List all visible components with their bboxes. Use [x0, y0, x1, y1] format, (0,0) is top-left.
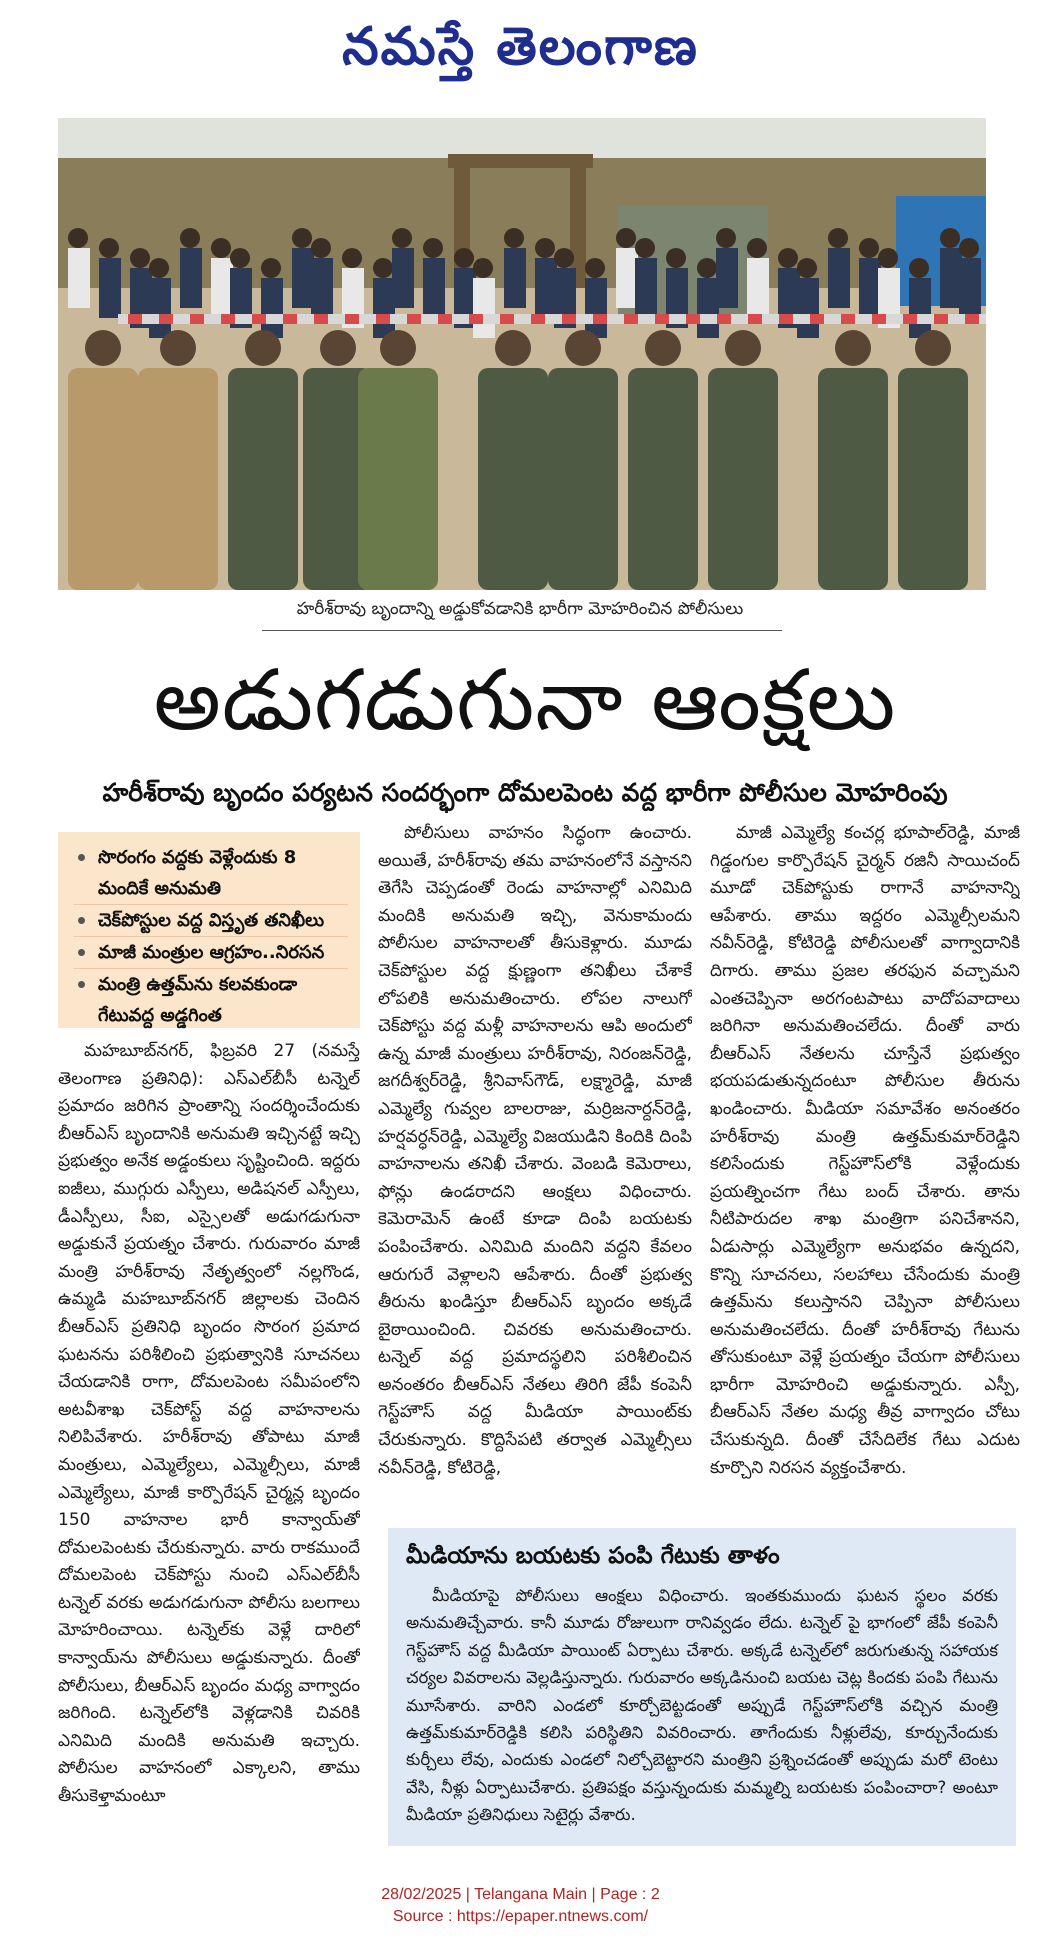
highlight-item: మాజీ మంత్రుల ఆగ్రహం..నిరసన: [74, 937, 348, 969]
photo-caption: హరీశ్‌రావు బృందాన్ని అడ్డుకోవడానికి భారీగా మోహరించిన పోలీసులు: [296, 599, 744, 619]
masthead-logo: నమస్తే తెలంగాణ: [342, 16, 699, 77]
article-text: మాజీ ఎమ్మెల్యే కంచర్ల భూపాల్‌రెడ్డి, మాజీ గిడ్డంగుల కార్పొరేషన్‌ చైర్మన్‌ రజినీ సాయిచంద్‌ మూడో చెక్‌పోస్టుకు రాగానే వాహనాన్ని ఆపేశారు. తాము ఇద్దరం ఎమ్మెల్సీలమని నవీన్‌రెడ్డి, కోటిరెడ్డి పోలీసులతో వాగ్వాదానికి దిగారు. తాము ప్రజల తరఫున వచ్చామని ఎంతచెప్పినా అరగంటపాటు వాదోపవాదాలు జరిగినా అనుమతించలేదు. దీంతో వారు బీఆర్‌ఎస్‌ నేతలను చూస్తేనే ప్రభుత్వం భయపడుతున్నదంటూ పోలీసుల తీరును ఖండించారు. మీడియా సమావేశం అనంతరం హరీశ్‌రావు మంత్రి ఉత్తమ్‌కుమార్‌రెడ్డిని కలిసేందుకు గెస్ట్‌హౌస్‌లోకి వెళ్లేందుకు ప్రయత్నించగా గేటు బంద్‌ చేశారు. తాను నీటిపారుదల శాఖ మంత్రిగా పనిచేశానని, ఏడుసార్లు ఎమ్మెల్యేగా అనుభవం ఉన్నదని, కొన్ని సూచనలు, సలహాలు చేసేందుకు మంత్రి ఉత్తమ్‌ను కలుస్తానని చెప్పినా పోలీసులు అనుమతించలేదు. దీంతో హరీశ్‌రావు గేటును తోసుకుంటూ వెళ్లే ప్రయత్నం చేయగా పోలీసులు భారీగా మోహరించి అడ్డుకున్నారు. ఎస్పీ, బీఆర్‌ఎస్‌ నేతల మధ్య తీవ్ర వాగ్వాదం చోటు చేసుకున్నది. దీంతో చేసేదిలేక గేటు ఎదుట కూర్చొని నిరసన వ్యక్తంచేశారు.: [710, 823, 1020, 1478]
headline: అడుగడుగునా ఆంక్షలు: [153, 651, 897, 749]
sidebar-text: మీడియాపై పోలీసులు ఆంక్షలు విధించారు. ఇంతకుముందు ఘటన స్థలం వరకు అనుమతిచ్చేవారు. కానీ మూడు రోజులుగా రానివ్వడం లేదు. టన్నెల్‌ పై భాగంలో జేపీ కంపెనీ గెస్ట్‌హౌస్‌ వద్ద మీడియా పాయింట్‌ ఏర్పాటు చేశారు. అక్కడే టన్నెల్‌లో జరుగుతున్న సహాయక చర్యల వివరాలను వెల్లడిస్తున్నారు. గురువారం అక్కడినుంచి బయట చెట్ల కిందకు పంపి గేటును మూసేశారు. వారిని ఎండలో కూర్చోబెట్టడంతో అప్పుడే గెస్ట్‌హౌస్‌లోకి వచ్చిన మంత్రి ఉత్తమ్‌కుమార్‌రెడ్డికి కలిసి పరిస్థితిని వివరించారు. తాగేందుకు నీళ్లులేవు, కూర్చునేందుకు కుర్చీలు లేవు, ఎందుకు ఎండలో నిల్చోబెట్టారని మంత్రిని ప్రశ్నించడంతో అప్పుడు మరో టెంటు వేసి, నీళ్లు ఏర్పాటుచేశారు. ప్రతిపక్షం వస్తున్నందుకు మమ్మల్ని బయటకు పంపించారా? అంటూ మీడియా ప్రతినిధులు సెటైర్లు వేశారు.: [406, 1586, 998, 1825]
caption-divider: [262, 630, 782, 631]
article-text: మహబూబ్‌నగర్‌, ఫిబ్రవరి 27 (నమస్తే తెలంగాణ ప్రతినిధి): ఎస్‌ఎల్‌బీసీ టన్నెల్‌ ప్రమాదం జరిగిన ప్రాంతాన్ని సందర్శించేందుకు బీఆర్‌ఎస్‌ బృందానికి అనుమతి ఇచ్చినట్టే ఇచ్చి ప్రభుత్వం అనేక అడ్డంకులు సృష్టించింది. ఇద్దరు ఐజీలు, ముగ్గురు ఎస్పీలు, అడిషనల్‌ ఎస్పీలు, డీఎస్పీలు, సీఐ, ఎస్సైలతో అడుగడుగునా అడ్డుకునే ప్రయత్నం చేశారు. గురువారం మాజీ మంత్రి హరీశ్‌రావు నేతృత్వంలో నల్లగొండ, ఉమ్మడి మహబూబ్‌నగర్‌ జిల్లాలకు చెందిన బీఆర్‌ఎస్‌ ప్రతినిధి బృందం సొరంగ ప్రమాద ఘటనను పరిశీలించి ప్రభుత్వానికి సూచనలు చేయడానికి రాగా, దోమలపెంట సమీపంలోని అటవీశాఖ చెక్‌పోస్ట్‌ వద్ద వాహనాలను నిలిపివేశారు. హరీశ్‌రావు తోపాటు మాజీ మంత్రులు, ఎమ్మెల్యేలు, ఎమ్మెల్సీలు, మాజీ ఎమ్మెల్యేలు, మాజీ కార్పొరేషన్‌ చైర్మన్ల బృందం 150 వాహనాల భారీ కాన్వాయ్‌తో దోమలపెంటకు చేరుకున్నారు. వారు రాకముందే దోమలపెంట చెక్‌పోస్టు నుంచి ఎస్‌ఎల్‌బీసీ టన్నెల్‌ వరకు అడుగడుగునా పోలీసు బలగాలు మోహరించాయి. టన్నెల్‌కు వెళ్లే దారిలో కాన్వాయ్‌ను పోలీసులు అడ్డుకున్నారు. దీంతో పోలీసులు, బీఆర్‌ఎస్‌ బృందం మధ్య వాగ్వాదం జరిగింది. టన్నెల్‌లోకి వెళ్లడానికి చివరికి ఎనిమిది మందికి అనుమతి ఇచ్చారు. పోలీసుల వాహనంలో ఎక్కాలని, తాము తీసుకెళ్తామంటూ: [58, 1041, 360, 1807]
highlights-box: [58, 832, 360, 1028]
page-footer: [0, 1884, 1041, 1934]
article-column-1: [58, 1038, 360, 1860]
article-column-2: [378, 820, 692, 1510]
article-text: పోలీసులు వాహనం సిద్ధంగా ఉంచారు. అయితే, హరీశ్‌రావు తమ వాహనంలోనే వస్తానని తెగేసి చెప్పడంతో రెండు వాహనాల్లో ఎనిమిది మందికి అనుమతి ఇచ్చి, వెనుకామందు పోలీసుల వాహనాలతో తీసుకెళ్లారు. మూడు చెక్‌పోస్టుల వద్ద క్షుణ్ణంగా తనిఖీలు చేశాకే లోపలికి అనుమతించారు. లోపల నాలుగో చెక్‌పోస్టు వద్ద మళ్లీ వాహనాలను ఆపి అందులో ఉన్న మాజీ మంత్రులు హరీశ్‌రావు, నిరంజన్‌రెడ్డి, జగదీశ్వర్‌రెడ్డి, శ్రీనివాస్‌గౌడ్‌, లక్ష్మారెడ్డి, మాజీ ఎమ్మెల్యే గువ్వల బాలరాజు, మర్రిజనార్దన్‌రెడ్డి, హర్షవర్ధన్‌రెడ్డి, ఎమ్మెల్యే విజయుడిని కిందికి దింపి వాహనాలను తనిఖీ చేశారు. వెంబడి కెమెరాలు, ఫోన్లు ఉండరాదని ఆంక్షలు విధించారు. కెమెరామెన్‌ ఉంటే కూడా దింపి బయటకు పంపించేశారు. ఎనిమిది మందిని వద్దని కేవలం ఆరుగురే వెళ్లాలని ఆపేశారు. దీంతో ప్రభుత్వ తీరును ఖండిస్తూ బీఆర్‌ఎస్‌ బృందం అక్కడే బైఠాయించింది. చివరకు అనుమతించారు. టన్నెల్‌ వద్ద ప్రమాదస్థలిని పరిశీలించిన అనంతరం బీఆర్‌ఎస్‌ నేతలు తిరిగి జేపీ కంపెనీ గెస్ట్‌హౌస్‌ వద్ద మీడియా పాయింట్‌కు చేరుకున్నారు. కొద్దిసేపటి తర్వాత ఎమ్మెల్సీలు నవీన్‌రెడ్డి, కోటిరెడ్డి,: [378, 823, 692, 1478]
article-column-3: [710, 820, 1020, 1510]
subheadline: హరీశ్‌రావు బృందం పర్యటన సందర్భంగా దోమలపెంట వద్ద భారీగా పోలీసుల మోహరింపు: [102, 778, 948, 807]
footer-source-link[interactable]: Source : https://epaper.ntnews.com/: [392, 1908, 649, 1925]
news-photo: [58, 118, 986, 590]
footer-edition: 28/02/2025 | Telangana Main | Page : 2: [381, 1886, 660, 1903]
highlight-item: చెక్‌పోస్టుల వద్ద విస్తృత తనిఖీలు: [74, 905, 348, 937]
highlight-item: సొరంగం వద్దకు వెళ్లేందుకు 8 మందికే అనుమతి: [74, 842, 348, 905]
sidebar-story: [388, 1528, 1016, 1846]
photo-illustration: [58, 118, 986, 590]
highlight-item: మంత్రి ఉత్తమ్‌ను కలవకుండా గేటువద్ద అడ్డగింత: [74, 969, 348, 1031]
sidebar-title: మీడియాను బయటకు పంపి గేటుకు తాళం: [406, 1543, 780, 1569]
